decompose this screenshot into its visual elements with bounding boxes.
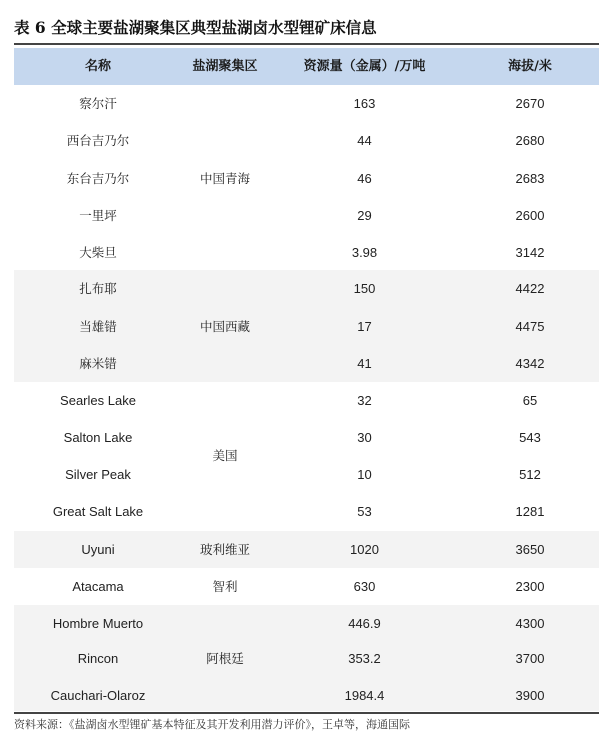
row-11-resource: 53 <box>357 504 372 519</box>
row-7-altitude: 4342 <box>515 356 545 371</box>
header-altitude: 海拔/米 <box>508 59 552 74</box>
row-12-resource: 1020 <box>350 542 379 557</box>
group-label-chile: 智利 <box>212 579 238 594</box>
row-8-name: Searles Lake <box>60 393 136 408</box>
row-16-resource: 1984.4 <box>344 688 385 703</box>
row-3-altitude: 2600 <box>515 208 545 223</box>
row-1-name: 西台吉乃尔 <box>66 133 130 148</box>
row-11-altitude: 1281 <box>515 504 545 519</box>
row-7-resource: 41 <box>357 356 372 371</box>
row-15-resource: 353.2 <box>348 651 381 666</box>
header-region: 盐湖聚集区 <box>192 59 258 74</box>
group-label-usa: 美国 <box>212 448 238 463</box>
row-2-name: 东台吉乃尔 <box>66 171 130 186</box>
table-title: 表 6 全球主要盐湖聚集区典型盐湖卤水型锂矿床信息 <box>14 18 377 37</box>
row-11-name: Great Salt Lake <box>52 504 144 519</box>
header-resource: 资源量（金属）/万吨 <box>303 59 426 74</box>
row-13-resource: 630 <box>353 579 376 594</box>
row-12-name: Uyuni <box>81 542 115 557</box>
row-15-altitude: 3700 <box>515 651 545 666</box>
row-2-altitude: 2683 <box>515 171 545 186</box>
group-label-argentina: 阿根廷 <box>206 651 244 666</box>
table-header <box>14 48 599 85</box>
row-7-name: 麻米错 <box>79 356 117 371</box>
row-5-name: 扎布耶 <box>79 281 117 296</box>
row-8-altitude: 65 <box>522 393 538 408</box>
group-label-tibet: 中国西藏 <box>199 319 250 334</box>
row-6-resource: 17 <box>357 319 372 334</box>
row-9-name: Salton Lake <box>63 430 133 445</box>
row-15-name: Rincon <box>77 651 119 666</box>
group-label-qinghai: 中国青海 <box>199 171 250 186</box>
row-12-altitude: 3650 <box>515 542 545 557</box>
row-8-resource: 32 <box>357 393 372 408</box>
row-4-resource: 3.98 <box>351 245 378 260</box>
row-16-name: Cauchari-Olaroz <box>50 688 146 703</box>
row-3-name: 一里坪 <box>79 208 117 223</box>
source-note: 资料来源：《盐湖卤水型锂矿基本特征及其开发利用潜力评价》，王卓等，海通国际 <box>14 718 410 731</box>
row-10-resource: 10 <box>357 467 372 482</box>
header-name: 名称 <box>84 59 111 74</box>
row-14-resource: 446.9 <box>348 616 381 631</box>
row-4-name: 大柴旦 <box>79 245 117 260</box>
row-1-resource: 44 <box>357 133 372 148</box>
row-9-altitude: 543 <box>519 430 541 445</box>
row-0-resource: 163 <box>353 96 376 111</box>
row-13-name: Atacama <box>72 579 124 594</box>
bottom-rule <box>14 712 599 714</box>
row-10-name: Silver Peak <box>65 467 131 482</box>
row-0-name: 察尔汗 <box>79 96 117 111</box>
top-rule <box>14 43 599 45</box>
row-5-resource: 150 <box>353 281 376 296</box>
row-4-altitude: 3142 <box>515 245 545 260</box>
group-label-bolivia: 玻利维亚 <box>199 542 250 557</box>
row-10-altitude: 512 <box>519 467 541 482</box>
row-16-altitude: 3900 <box>515 688 545 703</box>
row-2-resource: 46 <box>357 171 372 186</box>
row-0-altitude: 2670 <box>515 96 545 111</box>
row-5-altitude: 4422 <box>515 281 545 296</box>
row-9-resource: 30 <box>357 430 372 445</box>
row-14-altitude: 4300 <box>515 616 545 631</box>
row-14-name: Hombre Muerto <box>52 616 144 631</box>
row-3-resource: 29 <box>357 208 372 223</box>
row-1-altitude: 2680 <box>515 133 545 148</box>
row-6-name: 当雄错 <box>79 319 117 334</box>
row-6-altitude: 4475 <box>515 319 545 334</box>
row-13-altitude: 2300 <box>515 579 545 594</box>
